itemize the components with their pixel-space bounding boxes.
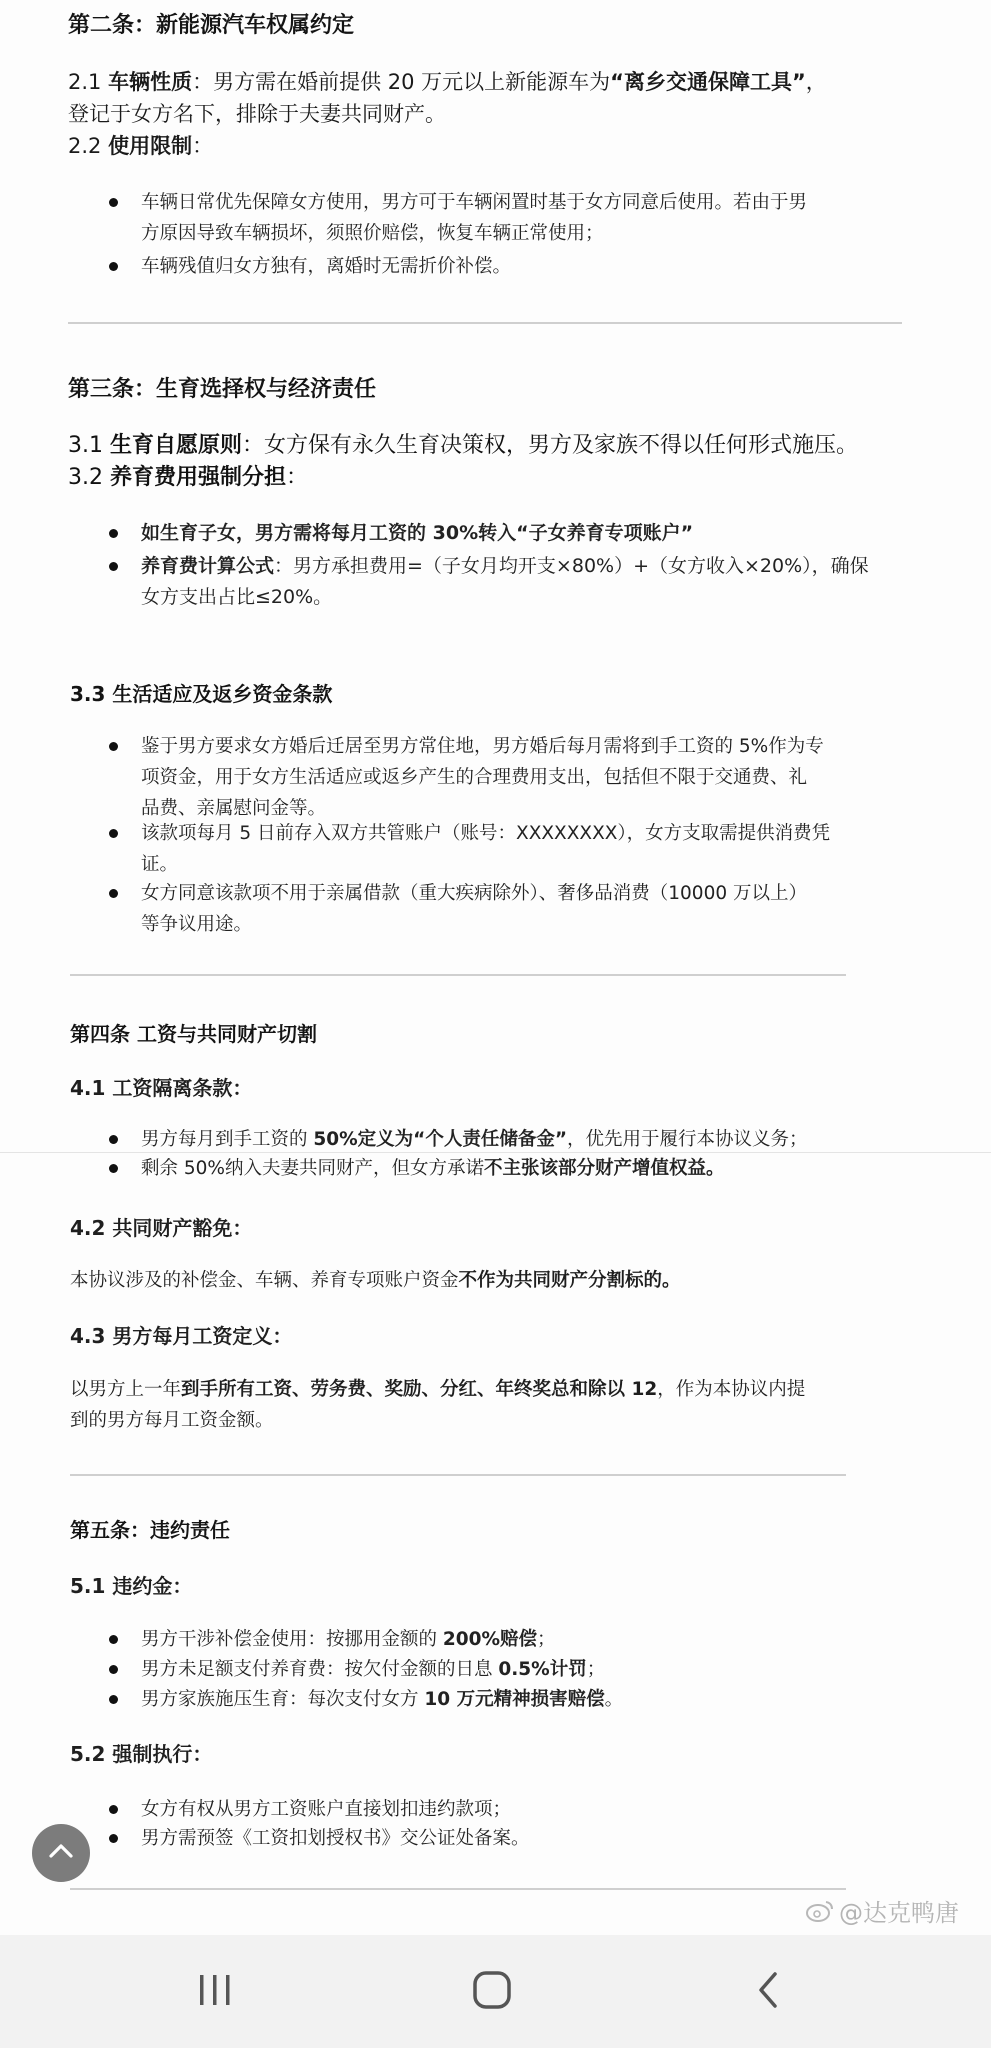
section-2-title: 第二条：新能源汽车权属约定 bbox=[68, 13, 355, 38]
paragraph-text: ，作为本协议内提 bbox=[657, 1379, 806, 1400]
clause-text: ： bbox=[286, 465, 309, 490]
system-navigation-bar bbox=[0, 1935, 991, 2048]
list-item-emphasis: 0.5%计罚 bbox=[498, 1659, 587, 1680]
list-item-text: 男方干涉补偿金使用：按挪用金额的 bbox=[141, 1629, 443, 1650]
list-item-text: 。 bbox=[604, 1689, 624, 1710]
clause-4-2: 4.2 共同财产豁免： bbox=[70, 1216, 253, 1240]
weibo-icon bbox=[805, 1899, 835, 1929]
section-4-title: 第四条 工资与共同财产切割 bbox=[70, 1022, 317, 1046]
list-item bbox=[141, 731, 824, 824]
bullet-dot bbox=[109, 1665, 118, 1674]
bullet-dot bbox=[109, 1635, 118, 1644]
list-item-line: 品费、亲属慰问金等。 bbox=[141, 798, 327, 819]
home-icon bbox=[471, 1969, 513, 2015]
list-item-emphasis: 不主张该部分财产增值权益。 bbox=[484, 1158, 725, 1179]
list-item bbox=[141, 551, 869, 613]
list-item-line: 等争议用途。 bbox=[141, 914, 253, 935]
clause-4-1: 4.1 工资隔离条款： bbox=[70, 1076, 253, 1100]
list-item: 男方需预签《工资扣划授权书》交公证处备案。 bbox=[141, 1828, 530, 1849]
list-item: 女方有权从男方工资账户直接划扣违约款项； bbox=[141, 1799, 512, 1820]
watermark bbox=[805, 1893, 959, 1929]
paragraph-emphasis: 不作为共同财产分割标的。 bbox=[458, 1270, 681, 1291]
list-item-label: 养育费计算公式 bbox=[141, 555, 275, 577]
clause-2-1 bbox=[68, 66, 827, 96]
paragraph-line: 到的男方每月工资金额。 bbox=[70, 1410, 274, 1431]
list-item-text: ； bbox=[586, 1659, 606, 1680]
bullet-dot bbox=[109, 1834, 118, 1843]
bullet-dot bbox=[109, 1164, 118, 1173]
clause-2-2 bbox=[68, 130, 213, 160]
list-item-text: 男方每月到手工资的 bbox=[141, 1129, 314, 1150]
list-item-text: 男方未足额支付养育费：按欠付金额的日息 bbox=[141, 1659, 499, 1680]
clause-3-3-title: 3.3 生活适应及返乡资金条款 bbox=[70, 682, 333, 706]
clause-text: ：女方保有永久生育决策权，男方及家族不得以任何形式施压。 bbox=[242, 433, 859, 458]
list-item-text: ，优先用于履行本协议义务； bbox=[567, 1129, 808, 1150]
list-item bbox=[141, 878, 807, 940]
list-item-line: 女方支出占比≤20%。 bbox=[141, 586, 333, 608]
list-item bbox=[141, 1654, 605, 1685]
list-item bbox=[141, 1124, 808, 1155]
paragraph-emphasis: 到手所有工资、劳务费、奖励、分红、年终奖总和除以 12 bbox=[181, 1379, 658, 1400]
list-item-emphasis: 30%转入“子女养育专项账户” bbox=[432, 522, 694, 544]
list-item-text: 如生育子女，男方需将每月工资的 bbox=[141, 522, 433, 544]
back-button[interactable] bbox=[728, 1957, 808, 2027]
bullet-dot bbox=[109, 1135, 118, 1144]
clause-label: 使用限制 bbox=[108, 134, 193, 158]
bullet-dot bbox=[109, 262, 118, 271]
clause-number: 3.2 bbox=[68, 465, 103, 490]
section-3-title: 第三条：生育选择权与经济责任 bbox=[68, 377, 377, 402]
clause-2-1-line2: 登记于女方名下，排除于夫妻共同财产。 bbox=[68, 102, 446, 126]
clause-text: ：男方需在婚前提供 20 万元以上新能源车为 bbox=[192, 70, 611, 94]
list-item-line: 女方同意该款项不用于亲属借款（重大疾病除外）、奢侈品消费（10000 万以上） bbox=[141, 883, 807, 904]
bullet-dot bbox=[109, 742, 118, 751]
list-item-text: ：男方承担费用=（子女月均开支×80%）+（女方收入×20%），确保 bbox=[274, 555, 869, 577]
section-5-title: 第五条：违约责任 bbox=[70, 1518, 230, 1542]
recent-apps-button[interactable] bbox=[175, 1957, 255, 2027]
bullet-dot bbox=[109, 1805, 118, 1814]
list-item-emphasis: 10 万元精神损害赔偿 bbox=[424, 1689, 605, 1710]
bullet-dot bbox=[109, 198, 118, 207]
list-item bbox=[141, 187, 807, 249]
list-item-text: 男方家族施压生育：每次支付女方 bbox=[141, 1689, 425, 1710]
section-divider bbox=[70, 974, 846, 976]
list-item-emphasis: 50%定义为“个人责任储备金” bbox=[313, 1129, 567, 1150]
clause-4-3: 4.3 男方每月工资定义： bbox=[70, 1324, 293, 1348]
list-item-line: 项资金，用于女方生活适应或返乡产生的合理费用支出，包括但不限于交通费、礼 bbox=[141, 767, 808, 788]
scroll-to-top-button[interactable] bbox=[32, 1824, 90, 1882]
watermark-text: @达克鸭唐 bbox=[839, 1899, 959, 1927]
section-divider bbox=[70, 1474, 846, 1476]
list-item-text: ； bbox=[537, 1629, 556, 1650]
bullet-dot bbox=[109, 889, 118, 898]
home-button[interactable] bbox=[452, 1957, 532, 2027]
back-icon bbox=[753, 1970, 783, 2014]
clause-label: 车辆性质 bbox=[108, 70, 193, 94]
paragraph-text: 本协议涉及的补偿金、车辆、养育专项账户资金 bbox=[70, 1270, 459, 1291]
bullet-dot bbox=[109, 529, 118, 538]
clause-number: 2.2 bbox=[68, 134, 102, 158]
clause-label: 养育费用强制分担 bbox=[110, 465, 287, 490]
list-item-line: 该款项每月 5 日前存入双方共管账户（账号：XXXXXXXX），女方支取需提供消费凭 bbox=[141, 823, 831, 844]
clause-text: ： bbox=[192, 134, 214, 158]
bullet-dot bbox=[109, 829, 118, 838]
clause-3-2 bbox=[68, 460, 308, 491]
recent-apps-icon bbox=[195, 1972, 235, 2012]
clause-5-1: 5.1 违约金： bbox=[70, 1574, 193, 1598]
list-item-line: 证。 bbox=[141, 854, 179, 875]
list-item-line: 方原因导致车辆损坏，须照价赔偿，恢复车辆正常使用； bbox=[141, 223, 604, 244]
list-item bbox=[141, 1153, 725, 1184]
clause-label: 生育自愿原则 bbox=[110, 433, 243, 458]
clause-4-2-text bbox=[70, 1266, 681, 1292]
clause-3-1 bbox=[68, 428, 858, 459]
bullet-dot bbox=[109, 1695, 118, 1704]
clause-number: 2.1 bbox=[68, 70, 102, 94]
list-item bbox=[141, 1684, 623, 1715]
clause-number: 3.1 bbox=[68, 433, 103, 458]
bullet-dot bbox=[109, 562, 118, 571]
list-item-line: 鉴于男方要求女方婚后迁居至男方常住地，男方婚后每月需将到手工资的 5%作为专 bbox=[141, 736, 824, 757]
clause-emphasis: “离乡交通保障工具” bbox=[610, 70, 806, 94]
clause-5-2: 5.2 强制执行： bbox=[70, 1742, 213, 1766]
chevron-up-icon bbox=[48, 1843, 74, 1863]
section-divider bbox=[68, 322, 902, 324]
list-item bbox=[141, 1624, 556, 1655]
clause-4-3-text bbox=[70, 1374, 805, 1436]
list-item-line: 车辆日常优先保障女方使用，男方可于车辆闲置时基于女方同意后使用。若由于男 bbox=[141, 192, 808, 213]
paragraph-text: 以男方上一年 bbox=[70, 1379, 182, 1400]
list-item-emphasis: 200%赔偿 bbox=[442, 1629, 538, 1650]
list-item bbox=[141, 518, 693, 549]
list-item: 车辆残值归女方独有，离婚时无需折价补偿。 bbox=[141, 256, 512, 277]
section-divider bbox=[70, 1888, 846, 1890]
list-item-text: 剩余 50%纳入夫妻共同财产，但女方承诺 bbox=[141, 1158, 485, 1179]
clause-text: ， bbox=[805, 70, 827, 94]
list-item bbox=[141, 818, 830, 880]
